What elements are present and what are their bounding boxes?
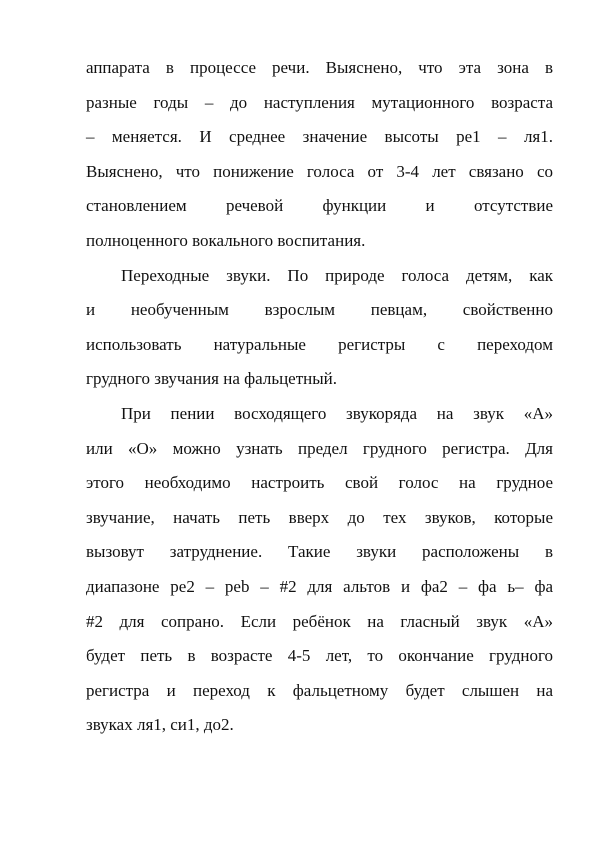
text-line: #2 для сопрано. Если ребёнок на гласный звук «А» [86, 611, 553, 631]
text-line: звучание, начать петь вверх до тех звуков, которые [86, 507, 553, 527]
text-line: становлением речевой функции и отсутствие [86, 196, 553, 216]
text-line: регистра и переход к фальцетному будет слышен на [86, 680, 553, 700]
text-line: – меняется. И среднее значение высоты ре1 – ля1. [86, 127, 553, 147]
text-line: или «О» можно узнать предел грудного регистра. Для [86, 438, 553, 458]
text-line: звуках ля1, си1, до2. [86, 715, 234, 735]
paragraph-1 [86, 51, 553, 259]
text-line: диапазоне ре2 – реb – #2 для альтов и фа2 – фа ь– фа [86, 576, 553, 596]
text-line: аппарата в процессе речи. Выяснено, что эта зона в [86, 58, 553, 77]
text-line: Выяснено, что понижение голоса от 3-4 лет связано со [86, 161, 553, 181]
text-line: При пении восходящего звукоряда на звук «А» [121, 403, 553, 423]
text-line: разные годы – до наступления мутационного возраста [86, 92, 553, 112]
text-line: грудного звучания на фальцетный. [86, 369, 338, 389]
paragraph-2 [86, 259, 553, 397]
paragraph-3 [86, 397, 553, 743]
text-line: вызовут затруднение. Такие звуки расположены в [86, 542, 553, 562]
text-line: Переходные звуки. По природе голоса детям, как [121, 265, 553, 285]
text-line: будет петь в возрасте 4-5 лет, то окончание грудного [86, 646, 553, 666]
text-line: этого необходимо настроить свой голос на грудное [86, 473, 553, 493]
text-line: полноценного вокального воспитания. [86, 230, 366, 250]
text-line: и необученным взрослым певцам, свойственно [86, 300, 553, 320]
text-line: использовать натуральные регистры с переходом [86, 334, 553, 354]
body-text [86, 51, 553, 743]
